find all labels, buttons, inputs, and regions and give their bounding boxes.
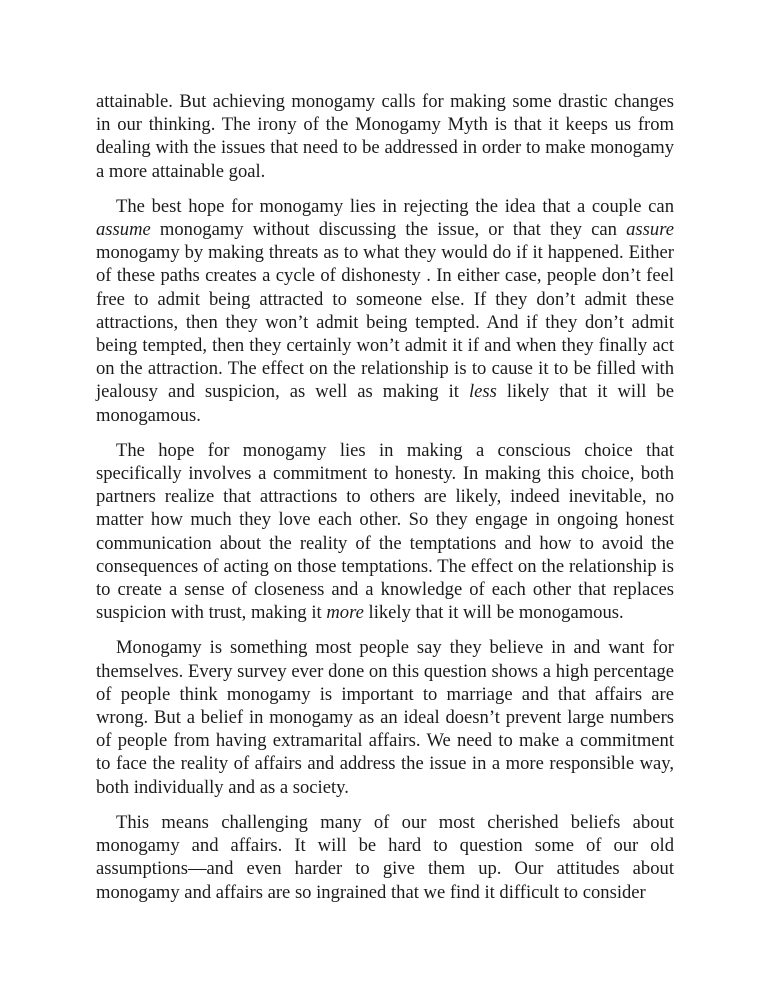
body-paragraph [96,439,674,625]
paragraph-text: Monogamy is something most people say they believe in and want for themselves. Every survey ever done on this question shows a high percentage of people think monogamy is important to marriage and that affairs are wrong. But a belief in monogamy as an ideal doesn’t prevent large numbers of people from having extramarital affairs. We need to make a commitment to face the reality of affairs and address the issue in a more responsible way, both individually and as a society. [96,637,674,798]
italic-text: assume [96,219,151,241]
paragraph-text: monogamy by making threats as to what they would do if it happened. Either of these paths creates a cycle of dishonesty . In either case, people don’t feel free to admit being attracted to someone else. If they don’t admit these attractions, then they won’t admit being tempted. And if they don’t admit being tempted, then they certainly won’t admit it if and when they finally act on the attraction. The effect on the relationship is to cause it to be filled with jealousy and suspicion, as well as making it [96,242,674,403]
body-paragraph [96,90,674,183]
body-paragraph [96,195,674,427]
italic-text: less [468,381,497,403]
paragraph-text: monogamy without discussing the issue, or that they can [150,219,627,241]
paragraph-text: This means challenging many of our most cherished beliefs about monogamy and affairs. It will be hard to question some of our old assumptions—and even harder to give them up. Our attitudes about monogamy and affairs are so ingrained that we find it difficult to consider [96,811,674,903]
paragraph-text: The best hope for monogamy lies in rejecting the idea that a couple can [116,195,674,217]
italic-text: assure [626,219,674,241]
paragraph-text: likely that it will be monogamous. [96,381,674,426]
paragraph-text: attainable. But achieving monogamy calls for making some drastic changes in our thinking. The irony of the Monogamy Myth is that it keeps us from dealing with the issues that need to be addressed in order to make monogamy a more attainable goal. [96,91,674,182]
body-paragraph [96,811,674,904]
paragraph-text: likely that it will be monogamous. [363,602,624,624]
paragraph-text: The hope for monogamy lies in making a conscious choice that specifically involves a commitment to honesty. In making this choice, both partners realize that attractions to others are likely, indeed inevitable, no matter how much they love each other. So they engage in ongoing honest communication about the reality of the temptations and how to avoid the consequences of acting on those temptations. The effect on the relationship is to create a sense of closeness and a knowledge of each other that replaces suspicion with trust, making it [96,439,674,624]
body-paragraph [96,636,674,798]
italic-text: more [326,602,364,624]
